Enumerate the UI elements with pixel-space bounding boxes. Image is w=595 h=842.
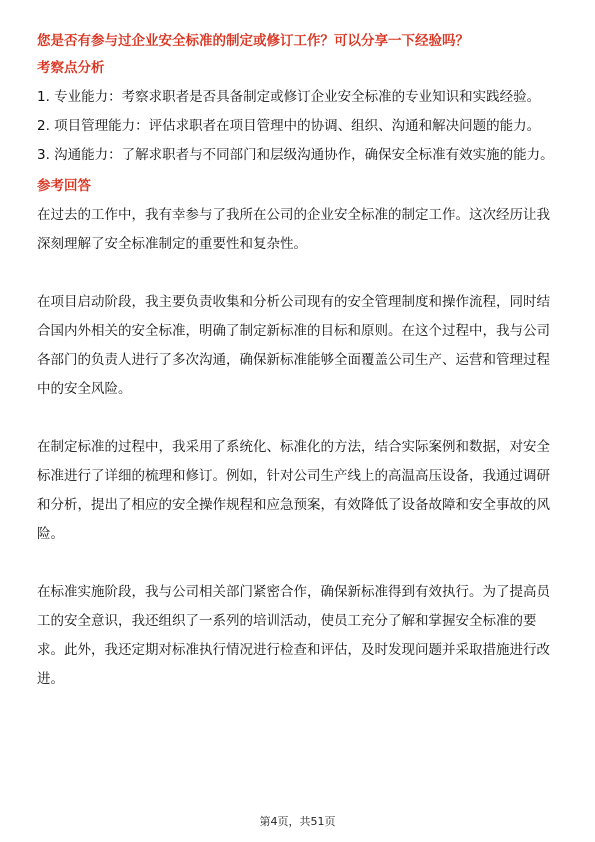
answer-body	[37, 201, 562, 694]
answer-paragraph-implementation: 在标准实施阶段，我与公司相关部门紧密合作，确保新标准得到有效执行。为了提高员工的安全意识，我还组织了一系列的培训活动，使员工充分了解和掌握安全标准的要求。此外，我还定期对标准执行情况进行检查和评估，及时发现问题并采取措施进行改进。	[37, 584, 550, 687]
analysis-item-professional: 1. 专业能力：考察求职者是否具备制定或修订企业安全标准的专业知识和实践经验。	[37, 89, 541, 105]
analysis-list	[37, 83, 562, 170]
answer-paragraph-intro: 在过去的工作中，我有幸参与了我所在公司的企业安全标准的制定工作。这次经历让我深刻理解了安全标准制定的重要性和复杂性。	[37, 207, 550, 252]
analysis-item-communication: 3. 沟通能力：了解求职者与不同部门和层级沟通协作，确保安全标准有效实施的能力。	[37, 147, 554, 163]
analysis-item-project-management: 2. 项目管理能力：评估求职者在项目管理中的协调、组织、沟通和解决问题的能力。	[37, 118, 541, 134]
answer-heading: 参考回答	[37, 178, 91, 194]
document-page	[37, 30, 562, 694]
question-title: 您是否有参与过企业安全标准的制定或修订工作？可以分享一下经验吗？	[37, 33, 469, 49]
page-footer: 第4页，共51页	[259, 815, 336, 828]
answer-paragraph-drafting: 在制定标准的过程中，我采用了系统化、标准化的方法，结合实际案例和数据，对安全标准进行了详细的梳理和修订。例如，针对公司生产线上的高温高压设备，我通过调研和分析，提出了相应的安全操作规程和应急预案，有效降低了设备故障和安全事故的风险。	[37, 439, 550, 542]
answer-paragraph-kickoff: 在项目启动阶段，我主要负责收集和分析公司现有的安全管理制度和操作流程，同时结合国内外相关的安全标准，明确了制定新标准的目标和原则。在这个过程中，我与公司各部门的负责人进行了多次沟通，确保新标准能够全面覆盖公司生产、运营和管理过程中的安全风险。	[37, 294, 550, 397]
analysis-heading: 考察点分析	[37, 60, 105, 76]
